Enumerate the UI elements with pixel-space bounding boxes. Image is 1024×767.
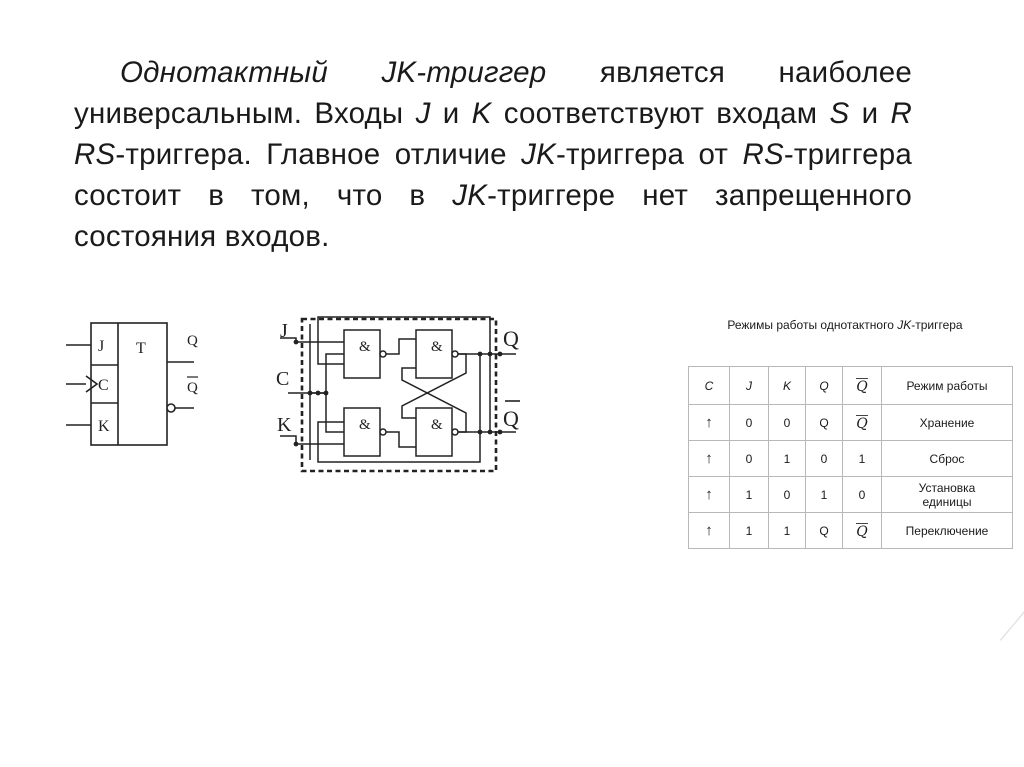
table-row: ↑ 0 1 0 1 Сброс: [689, 441, 1013, 477]
table-row: ↑ 1 1 Q Q Переключение: [689, 513, 1013, 549]
table-row: ↑ 1 0 1 0 Установка единицы: [689, 477, 1013, 513]
symbol-c-label: C: [98, 377, 109, 394]
description-paragraph: Однотактный JK-триггер является наиболее универсальным. Входы J и K соответствуют входам S и R RS-триггера. Главное отличие JK-триггера от RS-триггера состоит в том, что в JK-триггере нет запрещенного состояния входов.: [74, 56, 913, 253]
symbol-q-label: Q: [187, 333, 198, 349]
table-row: ↑ 0 0 Q Q Хранение: [689, 405, 1013, 441]
jk-trigger-symbol: [60, 318, 210, 458]
symbol-t-label: T: [136, 340, 146, 357]
circuit-k-label: K: [277, 414, 292, 436]
table-title: Режимы работы однотактного JK-триггера: [727, 318, 963, 332]
symbol-j-label: J: [98, 338, 105, 355]
header-mode: Режим работы: [882, 367, 1013, 405]
gate-3-label: &: [359, 417, 371, 433]
header-q: Q: [806, 367, 843, 405]
modes-table: [688, 366, 1013, 549]
inversion-circle: [167, 404, 175, 412]
gate-1-label: &: [359, 339, 371, 355]
gate-2-label: &: [431, 339, 443, 355]
jk-trigger-circuit: [262, 310, 532, 485]
circuit-qbar-label: Q: [503, 406, 519, 431]
symbol-qbar-label: Q: [187, 380, 198, 396]
header-qbar: Q: [843, 367, 882, 405]
symbol-k-label: K: [98, 418, 110, 435]
decorative-corner-line: [1000, 594, 1024, 641]
circuit-q-label: Q: [503, 326, 519, 351]
gate-4-label: &: [431, 417, 443, 433]
circuit-j-label: J: [280, 320, 288, 342]
circuit-c-label: C: [276, 368, 290, 390]
table-header-row: [689, 367, 1013, 405]
header-j: J: [730, 367, 769, 405]
header-k: K: [769, 367, 806, 405]
header-c: C: [689, 367, 730, 405]
